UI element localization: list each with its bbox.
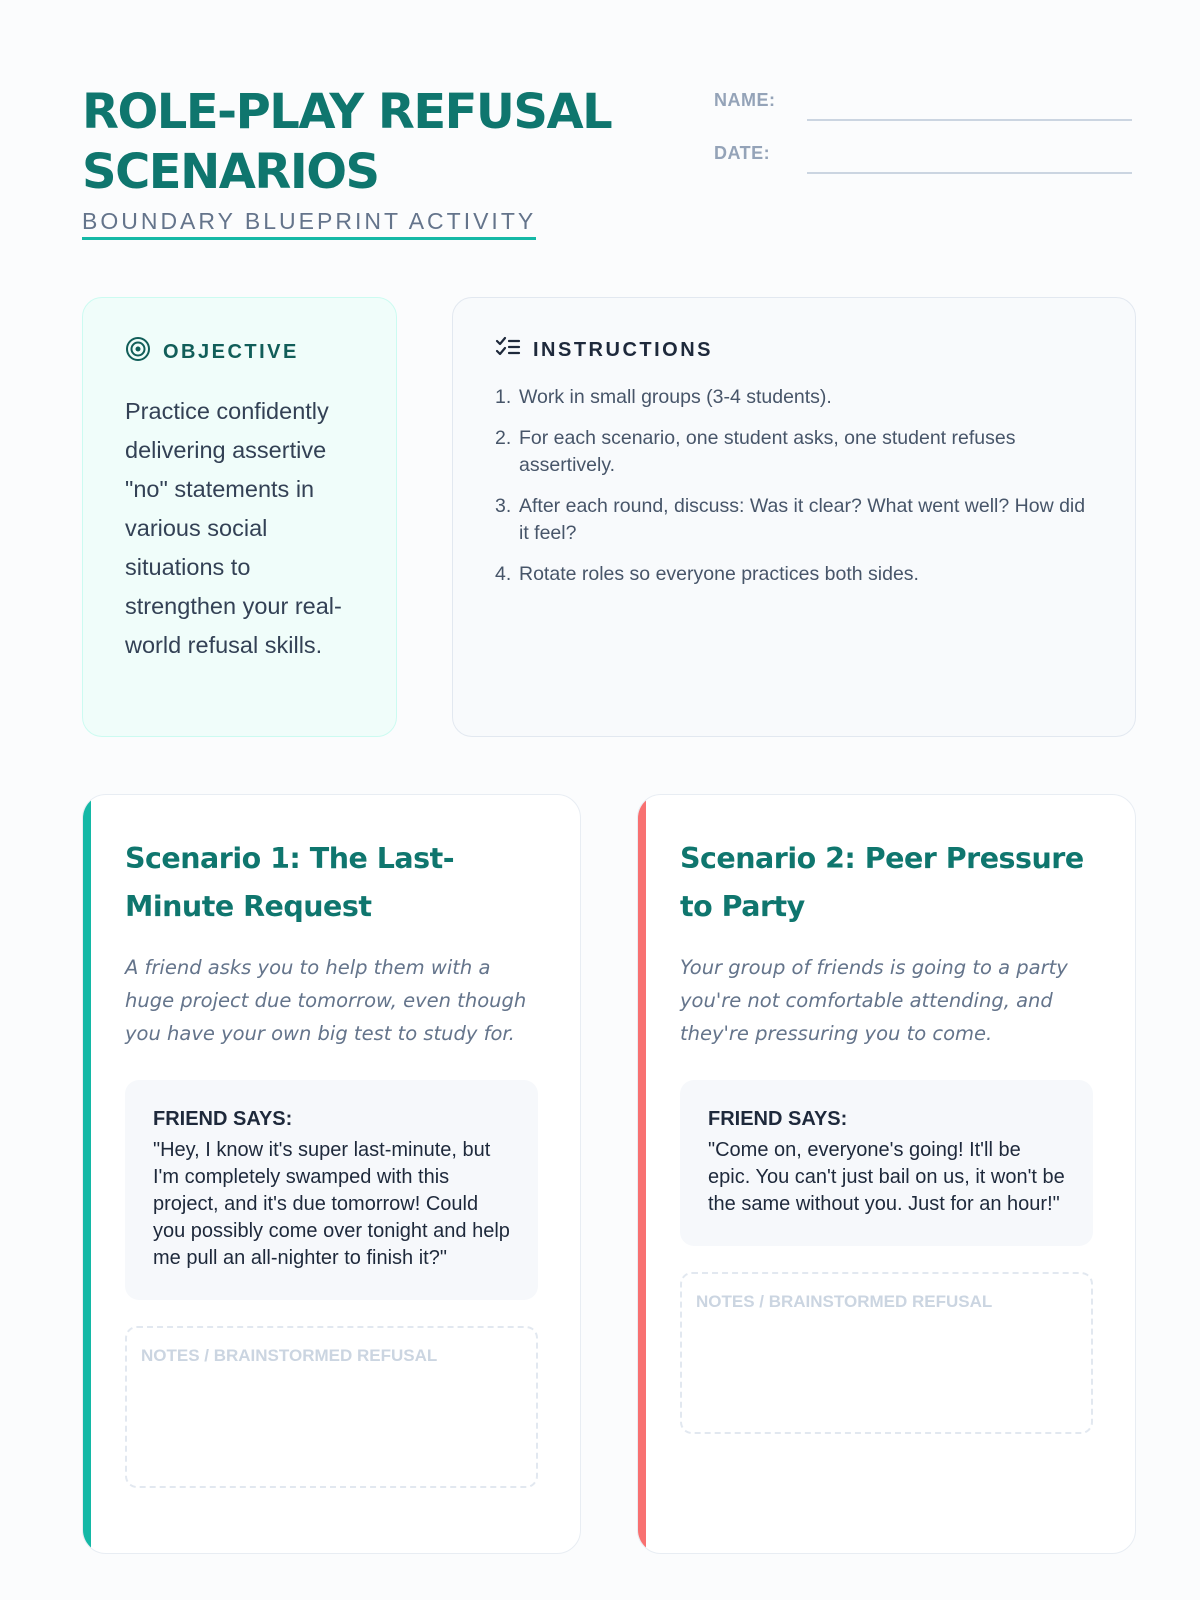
- instruction-text: After each round, discuss: Was it clear? What went well? How did it feel?: [519, 495, 1086, 544]
- instruction-number: 1.: [495, 386, 512, 408]
- worksheet-header: [82, 82, 1132, 252]
- objective-text: Practice confidently delivering assertive "no" statements in various social situations to strengthen your real-world refusal skills.: [125, 398, 342, 658]
- friend-quote: "Come on, everyone's going! It'll be epic. You can't just bail on us, it won't be the same without you. Just for an hour!": [708, 1139, 1065, 1215]
- scenario-card-2: [637, 794, 1136, 1554]
- instruction-text: Rotate roles so everyone practices both sides.: [519, 563, 919, 585]
- friend-says-label: FRIEND SAYS:: [708, 1108, 848, 1130]
- scenario-accent-bar: [83, 795, 91, 1553]
- page-subtitle: BOUNDARY BLUEPRINT ACTIVITY: [82, 208, 536, 240]
- notes-label: NOTES / BRAINSTORMED REFUSAL: [141, 1346, 438, 1365]
- objective-box: [82, 297, 397, 737]
- instruction-number: 2.: [495, 427, 512, 449]
- instructions-box: [452, 297, 1136, 737]
- target-icon: [125, 336, 151, 368]
- scenario-title: Scenario 1: The Last-Minute Request: [125, 842, 455, 923]
- friend-quote-box: [125, 1080, 538, 1300]
- scenario-title: Scenario 2: Peer Pressure to Party: [680, 842, 1084, 923]
- instructions-list: [495, 384, 1095, 588]
- friend-says-label: FRIEND SAYS:: [153, 1108, 293, 1130]
- instruction-item: [495, 384, 1095, 411]
- name-line[interactable]: [807, 119, 1132, 121]
- instruction-item: [495, 561, 1095, 588]
- instructions-heading-label: INSTRUCTIONS: [533, 338, 713, 361]
- friend-quote: "Hey, I know it's super last-minute, but I'm completely swamped with this project, and it's due tomorrow! Could you possibly come over tonight and help me pull an all-nighter to finish it?": [153, 1139, 510, 1269]
- notes-area[interactable]: [125, 1326, 538, 1488]
- notes-area[interactable]: [680, 1272, 1093, 1434]
- instruction-text: Work in small groups (3-4 students).: [519, 386, 832, 408]
- checklist-icon: [495, 336, 521, 364]
- student-info-fields: [714, 88, 1134, 194]
- scenario-description: Your group of friends is going to a party you're not comfortable attending, and they're pressuring you to come.: [680, 956, 1068, 1045]
- name-field[interactable]: [714, 88, 1134, 141]
- page-title: ROLE-PLAY REFUSAL SCENARIOS: [82, 84, 612, 200]
- name-label: NAME:: [714, 90, 776, 110]
- instruction-item: [495, 493, 1095, 547]
- objective-heading-label: OBJECTIVE: [163, 340, 299, 363]
- objective-heading: [125, 336, 358, 368]
- date-field[interactable]: [714, 141, 1134, 194]
- instruction-number: 4.: [495, 563, 512, 585]
- scenario-accent-bar: [638, 795, 646, 1553]
- notes-label: NOTES / BRAINSTORMED REFUSAL: [696, 1292, 993, 1311]
- date-line[interactable]: [807, 172, 1132, 174]
- instructions-heading: [495, 336, 1095, 364]
- date-label: DATE:: [714, 143, 771, 163]
- instruction-text: For each scenario, one student asks, one student refuses assertively.: [519, 427, 1016, 476]
- scenario-description: A friend asks you to help them with a huge project due tomorrow, even though you have your own big test to study for.: [125, 956, 527, 1045]
- scenario-card-1: [82, 794, 581, 1554]
- instruction-item: [495, 425, 1095, 479]
- friend-quote-box: [680, 1080, 1093, 1246]
- instruction-number: 3.: [495, 495, 512, 517]
